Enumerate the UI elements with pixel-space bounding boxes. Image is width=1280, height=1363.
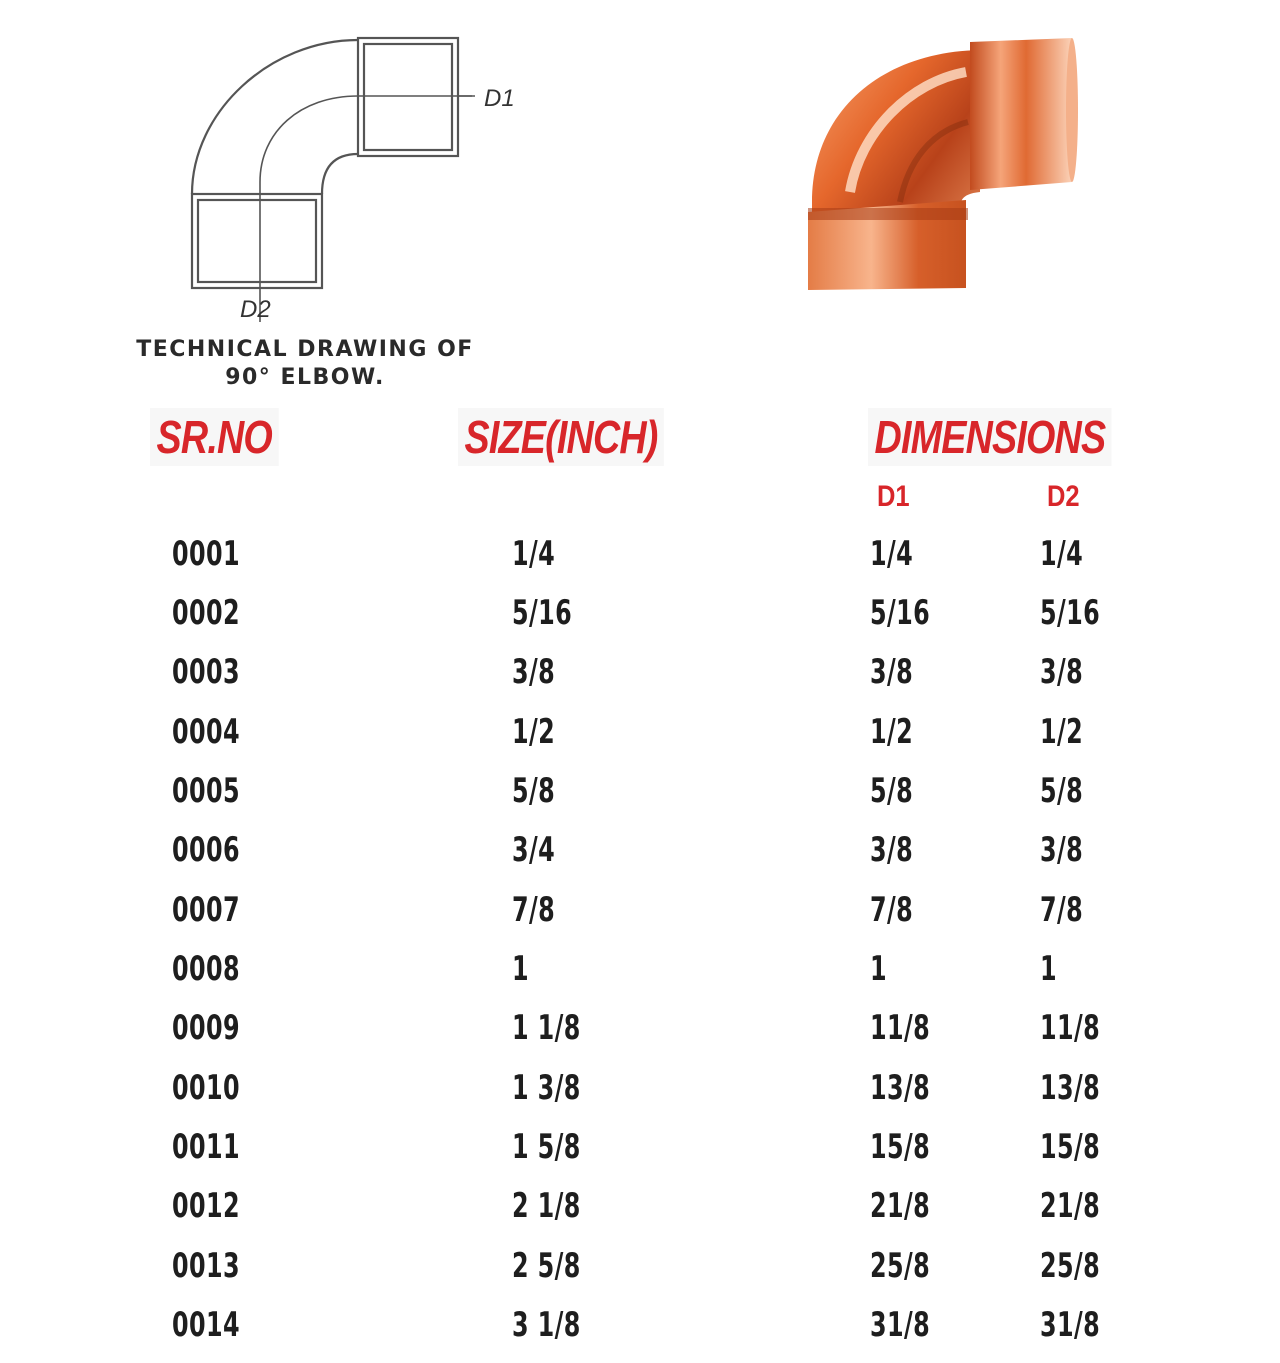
table-row xyxy=(0,652,1280,700)
cell-size: 1/2 xyxy=(512,712,556,752)
cell-srno: 0005 xyxy=(172,771,240,811)
table-row xyxy=(0,593,1280,641)
cell-size: 7/8 xyxy=(512,890,556,930)
caption-line-2: 90° ELBOW. xyxy=(225,365,385,390)
cell-size: 1/4 xyxy=(512,534,556,574)
cell-d2: 21/8 xyxy=(1040,1186,1101,1226)
cell-d1: 5/8 xyxy=(870,771,914,811)
cell-d1: 25/8 xyxy=(870,1246,931,1286)
cell-d2: 5/16 xyxy=(1040,593,1101,633)
cell-d2: 3/8 xyxy=(1040,652,1084,692)
table-row xyxy=(0,830,1280,878)
header-sr-no: SR.NO xyxy=(150,408,278,466)
cell-d1: 1/4 xyxy=(870,534,914,574)
cell-size: 3/8 xyxy=(512,652,556,692)
cell-d2: 1/2 xyxy=(1040,712,1084,752)
caption-line-1: TECHNICAL DRAWING OF xyxy=(136,337,474,362)
cell-srno: 0013 xyxy=(172,1246,240,1286)
cell-d1: 1 xyxy=(870,949,888,989)
table-row xyxy=(0,1186,1280,1234)
cell-size: 5/8 xyxy=(512,771,556,811)
cell-d2: 11/8 xyxy=(1040,1008,1101,1048)
cell-d2: 15/8 xyxy=(1040,1127,1101,1167)
cell-size: 3 1/8 xyxy=(512,1305,581,1345)
drawing-caption xyxy=(80,336,530,392)
cell-srno: 0004 xyxy=(172,712,240,752)
elbow-drawing-svg xyxy=(100,22,540,322)
cell-d2: 3/8 xyxy=(1040,830,1084,870)
cell-size: 2 5/8 xyxy=(512,1246,581,1286)
d1-label: D1 xyxy=(484,85,515,112)
cell-d1: 13/8 xyxy=(870,1068,931,1108)
cell-size: 5/16 xyxy=(512,593,573,633)
table-row xyxy=(0,1068,1280,1116)
cell-srno: 0007 xyxy=(172,890,240,930)
header-d1: D1 xyxy=(877,480,910,513)
technical-drawing xyxy=(100,22,540,322)
cell-size: 1 5/8 xyxy=(512,1127,581,1167)
d2-label: D2 xyxy=(240,296,271,322)
table-row xyxy=(0,712,1280,760)
cell-d2: 5/8 xyxy=(1040,771,1084,811)
cell-size: 3/4 xyxy=(512,830,556,870)
cell-size: 1 3/8 xyxy=(512,1068,581,1108)
cell-d1: 3/8 xyxy=(870,830,914,870)
cell-d1: 31/8 xyxy=(870,1305,931,1345)
table-row xyxy=(0,1246,1280,1294)
cell-srno: 0012 xyxy=(172,1186,240,1226)
header-d2: D2 xyxy=(1047,480,1080,513)
cell-srno: 0003 xyxy=(172,652,240,692)
cell-srno: 0010 xyxy=(172,1068,240,1108)
cell-srno: 0006 xyxy=(172,830,240,870)
cell-size: 2 1/8 xyxy=(512,1186,581,1226)
table-row xyxy=(0,534,1280,582)
cell-size: 1 xyxy=(512,949,530,989)
header-size: SIZE(INCH) xyxy=(458,408,664,466)
cell-srno: 0014 xyxy=(172,1305,240,1345)
header-dimensions: DIMENSIONS xyxy=(868,408,1112,466)
table-row xyxy=(0,949,1280,997)
cell-d1: 5/16 xyxy=(870,593,931,633)
cell-srno: 0011 xyxy=(172,1127,240,1167)
cell-d1: 21/8 xyxy=(870,1186,931,1226)
cell-d1: 7/8 xyxy=(870,890,914,930)
cell-d1: 3/8 xyxy=(870,652,914,692)
cell-srno: 0008 xyxy=(172,949,240,989)
cell-d2: 7/8 xyxy=(1040,890,1084,930)
copper-elbow-image-icon xyxy=(790,22,1110,302)
cell-d2: 13/8 xyxy=(1040,1068,1101,1108)
table-row xyxy=(0,771,1280,819)
copper-elbow-photo xyxy=(790,22,1110,302)
table-row xyxy=(0,890,1280,938)
cell-srno: 0001 xyxy=(172,534,240,574)
cell-srno: 0009 xyxy=(172,1008,240,1048)
table-row xyxy=(0,1127,1280,1175)
table-row xyxy=(0,1305,1280,1353)
cell-d1: 11/8 xyxy=(870,1008,931,1048)
table-row xyxy=(0,1008,1280,1056)
cell-size: 1 1/8 xyxy=(512,1008,581,1048)
cell-d2: 1/4 xyxy=(1040,534,1084,574)
cell-d2: 31/8 xyxy=(1040,1305,1101,1345)
cell-d2: 25/8 xyxy=(1040,1246,1101,1286)
cell-d1: 15/8 xyxy=(870,1127,931,1167)
cell-srno: 0002 xyxy=(172,593,240,633)
cell-d1: 1/2 xyxy=(870,712,914,752)
cell-d2: 1 xyxy=(1040,949,1058,989)
